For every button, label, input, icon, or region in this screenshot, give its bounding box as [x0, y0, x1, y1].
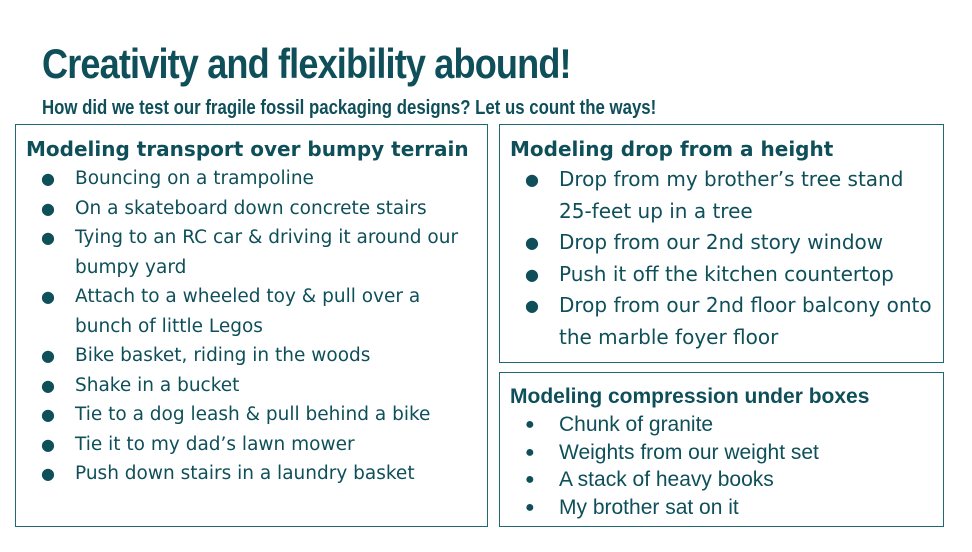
transport-list	[26, 164, 477, 489]
bullet-icon: ●	[525, 416, 535, 433]
bullet-icon: ●	[41, 434, 55, 454]
transport-panel	[15, 124, 488, 527]
bullet-icon: ●	[525, 471, 535, 488]
list-item	[26, 164, 477, 194]
list-item-text: Bouncing on a trampoline	[75, 168, 314, 189]
list-item-text: Attach to a wheeled toy & pull over a bunch of little Legos	[75, 286, 421, 337]
list-item-text: Push it off the kitchen countertop	[559, 261, 894, 286]
list-item-text: Bike basket, riding in the woods	[75, 345, 371, 366]
list-item	[510, 439, 933, 467]
list-item	[26, 223, 477, 282]
list-item	[26, 371, 477, 401]
transport-heading: Modeling transport over bumpy terrain	[26, 137, 469, 161]
bullet-icon: ●	[525, 296, 539, 315]
bullet-icon: ●	[525, 498, 535, 516]
list-item	[26, 430, 477, 460]
list-item	[26, 194, 477, 224]
list-item	[510, 494, 933, 522]
list-item-text: Drop from my brother’s tree stand 25-feet up in a tree	[559, 167, 904, 223]
drop-list	[510, 164, 933, 353]
bullet-icon: ●	[41, 375, 55, 395]
drop-panel	[499, 124, 944, 363]
bullet-icon: ●	[41, 287, 55, 306]
list-item	[26, 341, 477, 371]
list-item	[26, 282, 477, 341]
bullet-icon: ●	[41, 405, 55, 424]
list-item	[510, 164, 933, 227]
list-item-text: Tying to an RC car & driving it around our bumpy yard	[75, 227, 459, 278]
list-item	[510, 466, 933, 494]
list-item-text: Tie to a dog leash & pull behind a bike	[75, 404, 431, 425]
list-item	[510, 259, 933, 291]
bullet-icon: ●	[41, 464, 55, 483]
list-item-text: Drop from our 2nd story window	[559, 230, 884, 254]
compression-heading: Modeling compression under boxes	[510, 385, 870, 408]
list-item-text: Shake in a bucket	[75, 374, 240, 396]
list-item-text: Weights from our weight set	[559, 440, 819, 464]
list-item	[26, 400, 477, 430]
page-subtitle: How did we test our fragile fossil packaging designs? Let us count the ways!	[42, 97, 657, 119]
compression-list	[510, 411, 933, 521]
list-item	[510, 290, 933, 353]
list-item-text: Push down stairs in a laundry basket	[75, 463, 415, 484]
list-item	[26, 459, 477, 489]
page-title: Creativity and flexibility abound!	[42, 40, 571, 87]
bullet-icon: ●	[41, 169, 55, 188]
list-item-text: Tie it to my dad’s lawn mower	[75, 433, 355, 455]
list-item-text: On a skateboard down concrete stairs	[75, 197, 427, 219]
bullet-icon: ●	[41, 228, 55, 247]
bullet-icon: ●	[41, 346, 55, 365]
list-item-text: A stack of heavy books	[559, 468, 774, 491]
list-item-text: Drop from our 2nd floor balcony onto the marble foyer floor	[559, 293, 932, 349]
list-item-text: My brother sat on it	[559, 495, 739, 519]
bullet-icon: ●	[41, 198, 55, 218]
list-item-text: Chunk of granite	[559, 413, 714, 436]
bullet-icon: ●	[525, 443, 535, 461]
compression-panel	[499, 372, 944, 527]
list-item	[510, 411, 933, 439]
bullet-icon: ●	[525, 264, 539, 284]
bullet-icon: ●	[525, 170, 539, 189]
drop-heading: Modeling drop from a height	[510, 137, 834, 161]
bullet-icon: ●	[525, 233, 539, 252]
list-item	[510, 227, 933, 259]
